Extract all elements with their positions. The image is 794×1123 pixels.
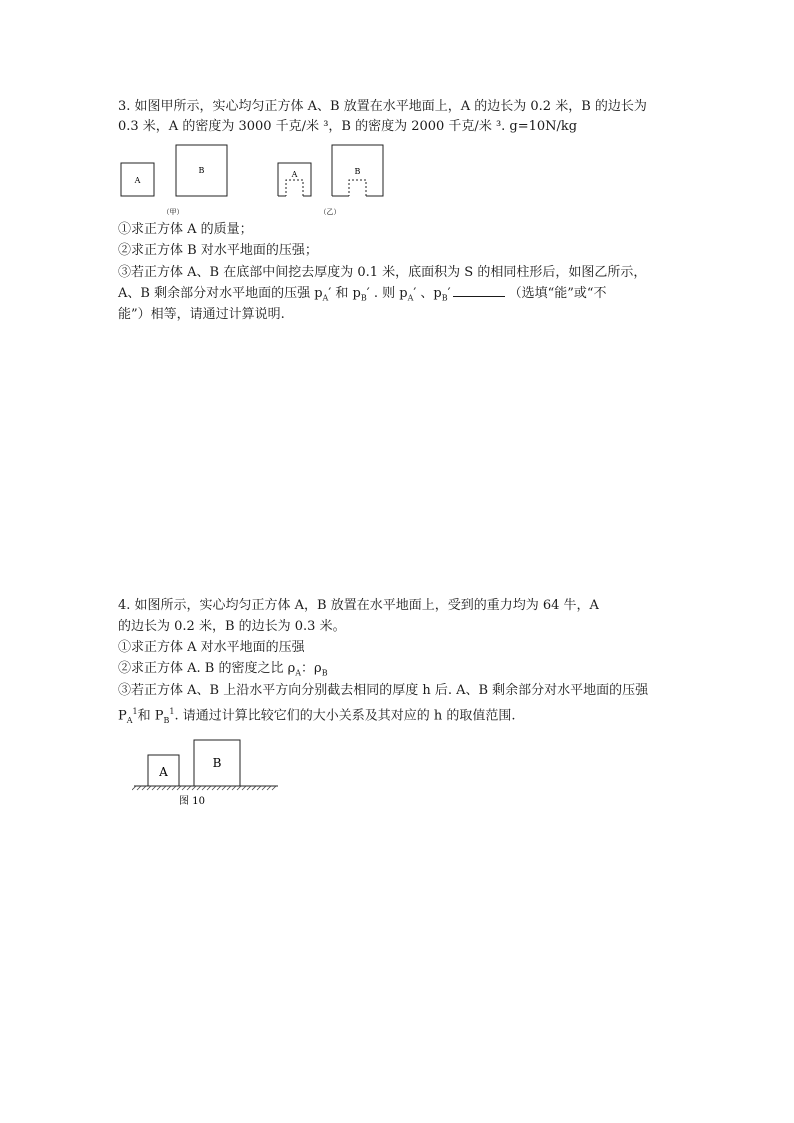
hatch-mark (147, 786, 151, 790)
hatch-mark (152, 786, 156, 790)
hatch-mark (172, 786, 176, 790)
sub-b: B (360, 293, 367, 303)
hatch-mark (192, 786, 196, 790)
p4-q2 (118, 659, 328, 684)
hatch-mark (142, 786, 146, 790)
p3-q3-text: A、B 剩余部分对水平地面的压强 p (118, 286, 323, 301)
p3-q3-line3: 能”）相等，请通过计算说明. (118, 307, 285, 322)
hatch-mark (262, 786, 266, 790)
hatch-mark (232, 786, 236, 790)
hatch-mark (252, 786, 256, 790)
hatch-mark (187, 786, 191, 790)
sub-b: B (163, 715, 170, 725)
figure-yi (270, 142, 395, 220)
hatch-mark (247, 786, 251, 790)
fig-yi-label-b: B (354, 167, 361, 176)
p4-q3-line1: ③若正方体 A、B 上沿水平方向分别截去相同的厚度 h 后. A、B 剩余部分对水平地面的压强 (118, 683, 649, 698)
sub-a: A (126, 715, 133, 725)
p3-q3-text: （选填“能”或“不 (508, 286, 607, 301)
hatch-mark (272, 786, 276, 790)
fig-yi-label-a: A (291, 170, 298, 179)
sup-1: 1 (132, 707, 138, 716)
hatch-mark (202, 786, 206, 790)
p3-q3-text: ′ 、p (413, 286, 442, 301)
caption-jia: （甲） (162, 208, 184, 216)
hatch-mark (137, 786, 141, 790)
sup-1: 1 (169, 707, 175, 716)
p3-q3-text: ′ . 则 p (366, 286, 408, 301)
hatch-mark (132, 786, 136, 790)
fig10-label-a: A (159, 765, 168, 779)
hatch-mark (207, 786, 211, 790)
hatch-mark (217, 786, 221, 790)
hatch-mark (212, 786, 216, 790)
fig-yi-cutout-a (286, 180, 303, 196)
hatch-mark (162, 786, 166, 790)
hatch-mark (197, 786, 201, 790)
p4-line2: 的边长为 0.2 米，B 的边长为 0.3 米。 (118, 619, 346, 634)
p4-q2-text: ②求正方体 A. B 的密度之比 ρ (118, 661, 296, 676)
ground-hatch (132, 786, 276, 790)
fig10-caption: 图 10 (179, 796, 205, 807)
p4-q3-text: 和 P (137, 708, 164, 724)
hatch-mark (237, 786, 241, 790)
fig-jia-label-b: B (198, 166, 205, 175)
figure-jia (118, 142, 238, 220)
p4-q3-text: P (118, 708, 127, 724)
p3-q1: ①求正方体 A 的质量； (118, 222, 253, 237)
hatch-mark (157, 786, 161, 790)
p3-q3-text: ′ 和 p (328, 286, 361, 301)
p4-q2-text: ：ρ (301, 661, 322, 676)
fig10-label-b: B (212, 756, 222, 770)
sub-b: B (441, 293, 448, 303)
hatch-mark (222, 786, 226, 790)
sub-b: B (321, 668, 328, 678)
fig-jia-label-a: A (134, 176, 141, 185)
hatch-mark (267, 786, 271, 790)
sub-a: A (407, 293, 414, 303)
hatch-mark (177, 786, 181, 790)
p4-q3-text: . 请通过计算比较它们的大小关系及其对应的 h 的取值范围. (174, 708, 516, 724)
figure-10 (132, 735, 280, 811)
sub-a: A (322, 293, 329, 303)
p3-q3-line1: ③若正方体 A、B 在底部中间挖去厚度为 0.1 米，底面积为 S 的相同柱形后，如图乙所示， (118, 265, 647, 280)
hatch-mark (182, 786, 186, 790)
p4-q1: ①求正方体 A 对水平地面的压强 (118, 640, 305, 655)
p4-line1: 4. 如图所示，实心均匀正方体 A，B 放置在水平地面上，受到的重力均为 64 牛，A (118, 598, 599, 613)
p3-q2: ②求正方体 B 对水平地面的压强； (118, 243, 318, 258)
fig-yi-cutout-b (349, 180, 366, 196)
p4-q3-line2 (118, 702, 516, 731)
caption-yi: （乙） (319, 208, 341, 216)
hatch-mark (167, 786, 171, 790)
p3-line2: 0.3 米，A 的密度为 3000 千克/米 ³，B 的密度为 2000 千克/米 ³. g=10N/kg (118, 119, 578, 134)
hatch-mark (242, 786, 246, 790)
hatch-mark (227, 786, 231, 790)
hatch-mark (257, 786, 261, 790)
p3-line1: 3. 如图甲所示，实心均匀正方体 A、B 放置在水平地面上，A 的边长为 0.2 米，B 的边长为 (118, 99, 647, 114)
p3-q3-text: ′ (447, 286, 451, 301)
answer-blank[interactable] (453, 284, 505, 297)
sub-a: A (295, 668, 302, 678)
